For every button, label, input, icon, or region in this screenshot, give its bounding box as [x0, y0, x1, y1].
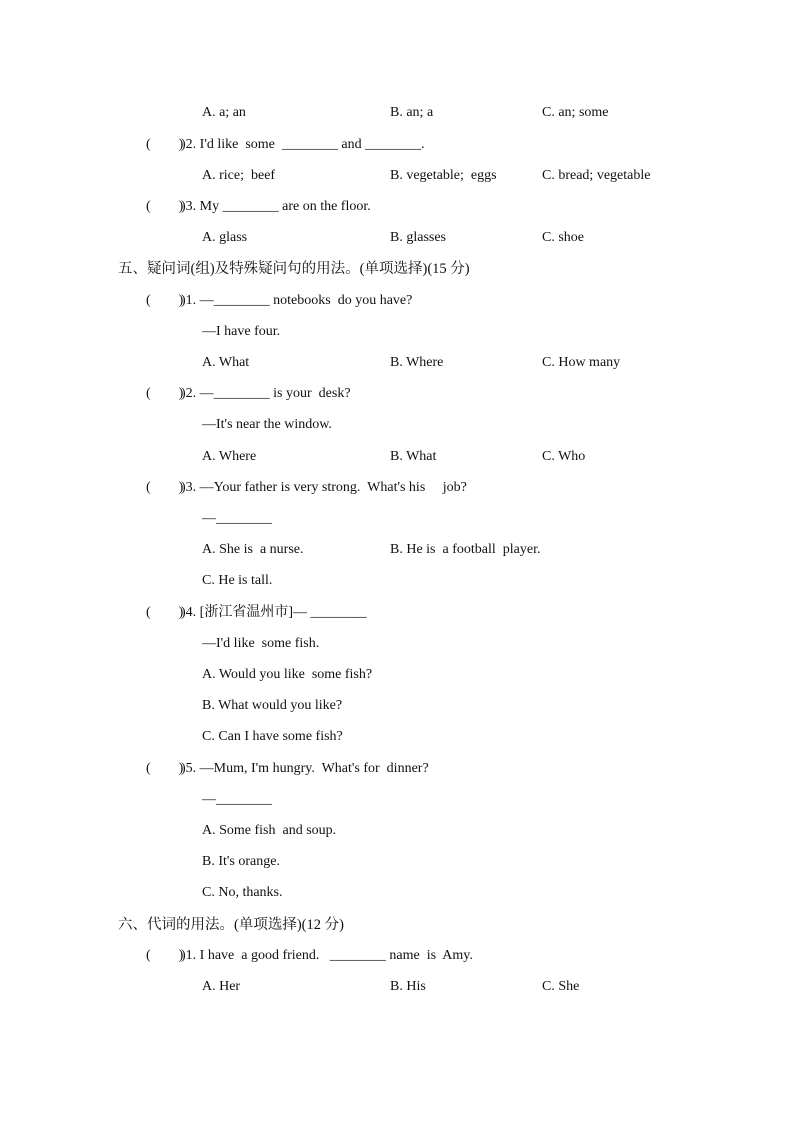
option-c: C. an; some: [542, 105, 609, 120]
question-reply: —________: [202, 792, 272, 807]
option-b: B. Where: [390, 355, 444, 370]
answer-blank[interactable]: ( ): [146, 137, 184, 152]
question-stem: )3. —Your father is very strong. What's his job?: [181, 480, 467, 495]
answer-blank[interactable]: ( ): [146, 761, 184, 776]
question-stem: )3. My ________ are on the floor.: [181, 199, 371, 214]
question-reply: —I'd like some fish.: [202, 636, 320, 651]
option-b: B. glasses: [390, 230, 446, 245]
question-reply: —________: [202, 511, 272, 526]
question-reply: —I have four.: [202, 324, 281, 339]
option-a: A. Her: [202, 979, 241, 994]
answer-blank[interactable]: ( ): [146, 480, 184, 495]
option-a: A. She is a nurse.: [202, 542, 304, 557]
option-c: C. bread; vegetable: [542, 168, 651, 183]
question-stem: )1. —________ notebooks do you have?: [181, 293, 413, 308]
option-a: A. Where: [202, 449, 257, 464]
option-a: A. Some fish and soup.: [202, 823, 337, 838]
option-c: C. Who: [542, 449, 586, 464]
question-stem: )5. —Mum, I'm hungry. What's for dinner?: [181, 761, 429, 776]
section-title: 五、疑问词(组)及特殊疑问句的用法。(单项选择)(15 分): [118, 261, 470, 277]
option-a: A. a; an: [202, 105, 246, 120]
question-stem: )2. I'd like some ________ and ________.: [181, 137, 425, 152]
option-a: A. What: [202, 355, 250, 370]
option-b: B. It's orange.: [202, 854, 280, 869]
section-title: 六、代词的用法。(单项选择)(12 分): [118, 917, 344, 933]
option-b: B. What: [390, 449, 437, 464]
option-b: B. His: [390, 979, 426, 994]
option-c: C. She: [542, 979, 580, 994]
answer-blank[interactable]: ( ): [146, 293, 184, 308]
question-reply: —It's near the window.: [202, 417, 332, 432]
answer-blank[interactable]: ( ): [146, 199, 184, 214]
option-b: B. an; a: [390, 105, 434, 120]
option-a: A. glass: [202, 230, 248, 245]
option-a: A. rice; beef: [202, 168, 276, 183]
option-c: C. How many: [542, 355, 621, 370]
option-a: A. Would you like some fish?: [202, 667, 373, 682]
option-b: B. What would you like?: [202, 698, 343, 713]
option-c: C. Can I have some fish?: [202, 729, 343, 744]
answer-blank[interactable]: ( ): [146, 948, 184, 963]
question-stem: )2. —________ is your desk?: [181, 386, 351, 401]
option-c: C. shoe: [542, 230, 584, 245]
option-c: C. He is tall.: [202, 573, 273, 588]
option-b: B. He is a football player.: [390, 542, 541, 557]
question-stem: )1. I have a good friend. ________ name is Amy.: [181, 948, 473, 963]
answer-blank[interactable]: ( ): [146, 386, 184, 401]
option-c: C. No, thanks.: [202, 885, 283, 900]
question-stem: )4. [浙江省温州市]— ________: [181, 605, 367, 620]
option-b: B. vegetable; eggs: [390, 168, 497, 183]
answer-blank[interactable]: ( ): [146, 605, 184, 620]
